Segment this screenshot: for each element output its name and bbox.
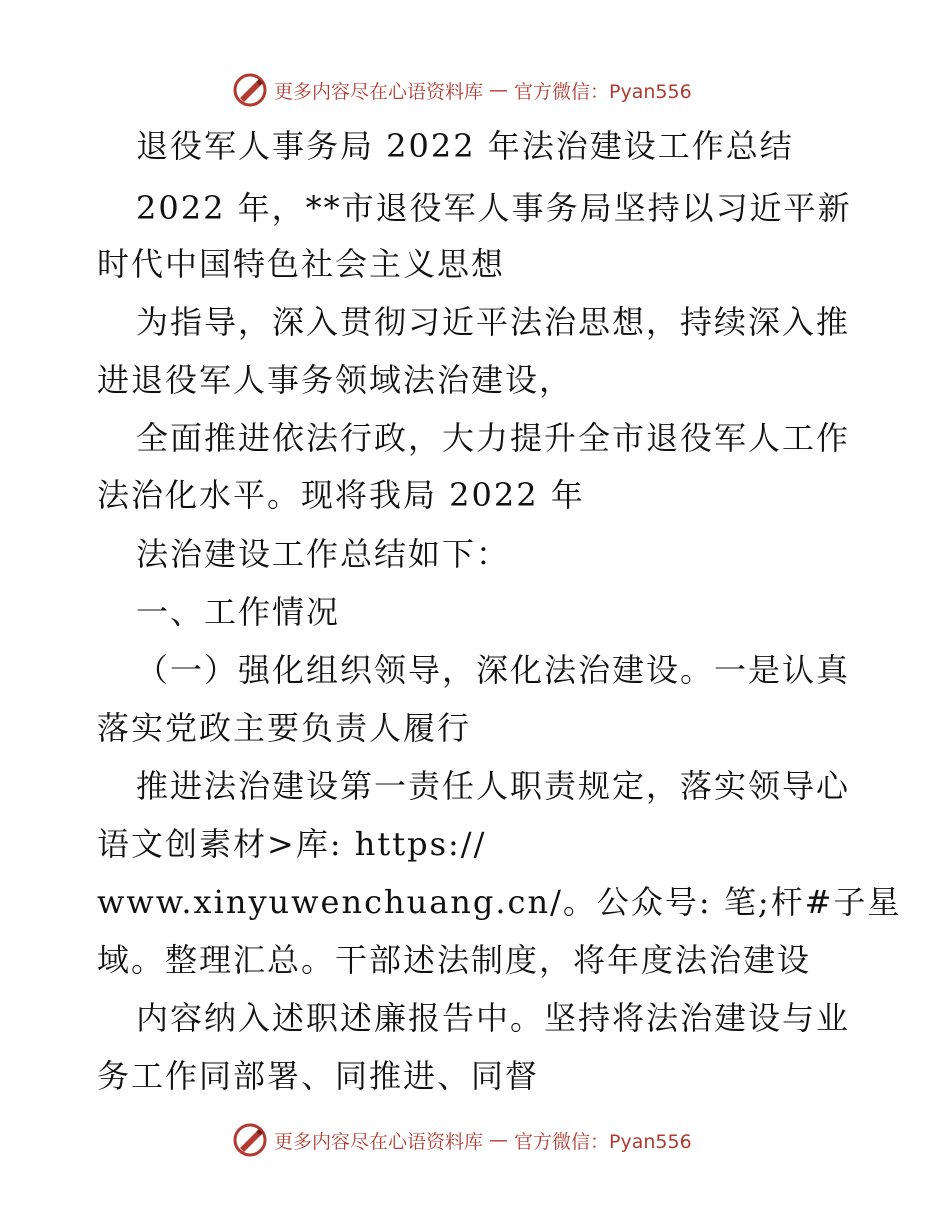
doc-line: 务工作同部署、同推进、同督: [97, 1057, 540, 1095]
doc-line: 为指导，深入贯彻习近平法治思想，持续深入推: [136, 303, 851, 341]
footer-watermark-banner: [232, 1120, 692, 1160]
pen-circle-logo-icon: [232, 72, 268, 108]
pen-circle-logo-icon: [232, 1122, 268, 1158]
header-watermark-banner: [232, 70, 692, 110]
doc-line: www.xinyuwenchuang.cn/。公众号: 笔;杆#子星: [97, 883, 902, 921]
doc-line: 进退役军人事务领域法治建设，: [97, 361, 574, 399]
banner-text: 更多内容尽在心语资料库: [274, 1130, 484, 1153]
doc-line: 时代中国特色社会主义思想: [97, 245, 506, 283]
doc-line: 推进法治建设第一责任人职责规定，落实领导心: [136, 767, 851, 805]
banner-dash: —: [489, 79, 509, 101]
doc-line: 2022 年，**市退役军人事务局坚持以习近平新: [136, 189, 852, 227]
doc-subsection-heading: （一）强化组织领导，深化法治建设。一是认真: [136, 651, 851, 689]
banner-wechat: 官方微信：Pyan556: [514, 1130, 692, 1153]
banner-dash: —: [489, 1129, 509, 1151]
banner-text: 更多内容尽在心语资料库: [274, 80, 484, 103]
doc-line: 语文创素材>库: https://: [97, 825, 487, 863]
doc-section-heading: 一、工作情况: [136, 593, 341, 631]
doc-line: 全面推进依法行政，大力提升全市退役军人工作: [136, 419, 851, 457]
doc-line: 法治化水平。现将我局 2022 年: [97, 476, 585, 514]
doc-line: 法治建设工作总结如下：: [136, 535, 511, 573]
doc-line: 域。整理汇总。干部述法制度，将年度法治建设: [97, 941, 812, 979]
doc-title: 退役军人事务局 2022 年法治建设工作总结: [136, 127, 794, 165]
doc-line: 内容纳入述职述廉报告中。坚持将法治建设与业: [136, 999, 851, 1037]
doc-line: 落实党政主要负责人履行: [97, 709, 472, 747]
banner-wechat: 官方微信：Pyan556: [514, 80, 692, 103]
